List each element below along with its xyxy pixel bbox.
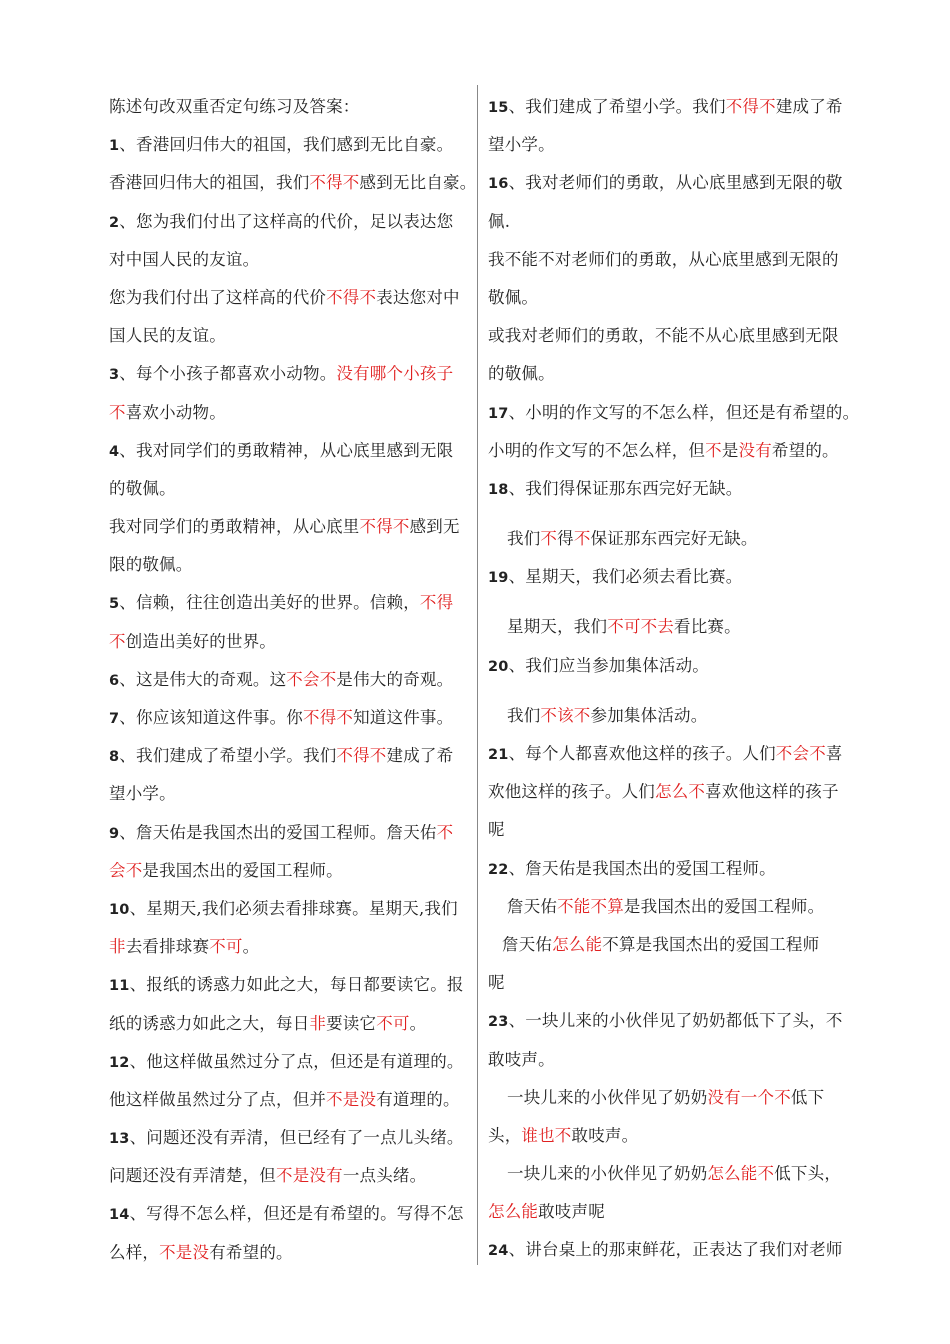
text-segment: 。 (242, 937, 260, 957)
highlight-text: 不 (109, 402, 126, 422)
text-segment: 、我们建成了希望小学。我们 (508, 97, 726, 116)
text-segment: 要读它 (326, 1013, 377, 1033)
item-number: 7 (109, 711, 120, 727)
text-line (109, 164, 477, 202)
text-line (109, 623, 471, 661)
text-segment: 感到无比自豪。 (359, 173, 477, 193)
item-number: 16 (488, 176, 509, 193)
text-segment: 问题还没有弄清楚，但 (109, 1166, 276, 1186)
text-line (109, 508, 471, 546)
text-segment: 希望的。 (771, 440, 839, 460)
text-line (109, 279, 471, 317)
item-number: 14 (109, 1207, 130, 1224)
highlight-text: 不是没 (326, 1089, 377, 1109)
text-segment: 是我国杰出的爱国工程师。 (142, 860, 343, 880)
item-number: 18 (488, 481, 509, 498)
text-segment: 、我对老师们的勇敢，从心底里感到无限的敬 (508, 173, 843, 193)
highlight-text: 不可 (209, 937, 243, 957)
text-segment: 喜欢他这样的孩子 (705, 782, 839, 802)
text-segment: 、每个人都喜欢他这样的孩子。人们 (508, 744, 776, 763)
text-line (488, 773, 860, 811)
text-segment: 、一块儿来的小伙伴见了奶奶都低下了头，不 (508, 1011, 843, 1031)
text-segment: 创造出美好的世界。 (125, 631, 277, 651)
text-segment: 、他这样做虽然过分了点，但还是有道理的。 (129, 1051, 464, 1071)
text-segment: 、每个小孩子都喜欢小动物。 (119, 364, 337, 384)
text-segment: 、写得不怎么样，但还是有希望的。写得不怎 (129, 1204, 464, 1224)
text-line (109, 1081, 471, 1119)
text-segment: 有希望的。 (209, 1242, 293, 1262)
text-segment: 是我国杰出的爱国工程师。 (623, 896, 825, 916)
item-number: 22 (488, 861, 509, 878)
left-column (109, 88, 477, 1272)
text-line (109, 394, 471, 432)
text-segment: 、詹天佑是我国杰出的爱国工程师。 (508, 858, 776, 878)
text-line (488, 608, 860, 646)
item-number: 10 (109, 901, 130, 918)
text-line (488, 558, 860, 596)
text-segment: 得 (557, 529, 574, 549)
text-segment: 敢吱声。 (488, 1049, 555, 1069)
text-line (488, 394, 860, 432)
text-segment: 看比赛。 (674, 617, 741, 637)
text-segment: 低下头， (774, 1164, 842, 1184)
text-segment: 表达您对中 (376, 287, 460, 307)
text-line (109, 584, 471, 622)
highlight-text: 不能不算 (557, 896, 624, 916)
text-segment: 小明的作文写的不怎么样，但 (488, 440, 706, 460)
text-line (109, 126, 471, 164)
text-line (488, 126, 860, 164)
text-segment: 国人民的友谊。 (109, 326, 226, 346)
text-segment: 香港回归伟大的祖国，我们 (109, 173, 310, 193)
text-line (488, 1117, 860, 1155)
highlight-text: 没有一个不 (707, 1087, 791, 1107)
text-segment: 感到无 (409, 517, 460, 537)
text-segment: 、我们应当参加集体活动。 (508, 655, 709, 675)
highlight-text: 不 (705, 440, 722, 460)
text-line (109, 317, 471, 355)
text-segment: 、我们建成了希望小学。我们 (119, 746, 337, 766)
highlight-text: 非 (309, 1013, 327, 1033)
text-line (109, 737, 471, 775)
text-line (488, 735, 860, 773)
text-segment: 低下 (790, 1087, 825, 1107)
text-line (488, 811, 860, 849)
text-segment: 、小明的作文写的不怎么样，但还是有希望的。 (508, 402, 860, 422)
highlight-text: 不得不 (336, 746, 387, 766)
highlight-text: 没有 (738, 440, 772, 460)
text-segment: 呢 (488, 973, 505, 993)
page-title (109, 88, 471, 126)
text-line (109, 470, 471, 508)
text-segment: 、星期天,我们必须去看排球赛。星期天,我们 (129, 898, 458, 918)
highlight-text: 没有哪个小孩子 (336, 364, 454, 384)
text-line (488, 279, 860, 317)
highlight-text: 不 (436, 822, 454, 842)
text-line (109, 1119, 471, 1157)
text-segment: 詹天佑 (507, 896, 558, 916)
text-segment: 、问题还没有弄清，但已经有了一点儿头绪。 (129, 1128, 464, 1148)
text-segment: 喜 (825, 744, 843, 763)
highlight-text: 不得不 (303, 708, 354, 727)
text-segment: 他这样做虽然过分了点，但并 (109, 1089, 327, 1109)
text-line (109, 775, 471, 813)
highlight-text: 非 (109, 937, 126, 957)
text-segment: 、这是伟大的奇观。这 (119, 669, 287, 689)
text-line (109, 1157, 471, 1195)
text-segment: 参加集体活动。 (590, 705, 708, 725)
item-number: 11 (109, 978, 130, 995)
text-line (109, 546, 471, 584)
highlight-text: 不可 (376, 1013, 410, 1033)
text-line (488, 88, 860, 126)
highlight-text: 不该不 (540, 705, 591, 725)
text-line (488, 520, 860, 558)
text-segment: 是 (721, 440, 739, 460)
highlight-text: 会不 (109, 860, 143, 880)
text-line (488, 1079, 860, 1117)
highlight-text: 不会不 (286, 669, 337, 689)
text-segment: 一点头绪。 (342, 1166, 427, 1186)
text-segment: 我不能不对老师们的勇敢，从心底里感到无限的 (488, 249, 839, 269)
text-line (109, 1005, 471, 1043)
text-line (109, 890, 471, 928)
text-line (488, 1002, 860, 1040)
text-segment: 对中国人民的友谊。 (109, 249, 260, 269)
text-line (109, 928, 471, 966)
text-segment: 、香港回归伟大的祖国，我们感到无比自豪。 (119, 135, 454, 155)
text-segment: 或我对老师们的勇敢，不能不从心底里感到无限 (488, 326, 839, 346)
text-line (488, 203, 860, 241)
spacer (488, 596, 860, 608)
item-number: 5 (109, 596, 120, 613)
text-line (488, 1231, 860, 1269)
text-line (109, 1195, 471, 1233)
text-segment: 、你应该知道这件事。你 (119, 708, 303, 727)
text-line (488, 241, 860, 279)
text-segment: 的敬佩。 (488, 364, 555, 384)
text-line (488, 926, 860, 964)
text-line (488, 647, 860, 685)
item-number: 15 (488, 100, 509, 116)
text-segment: 佩. (488, 211, 511, 231)
text-segment: 的敬佩。 (109, 478, 176, 498)
text-segment: 詹天佑 (502, 934, 553, 954)
text-segment: 纸的诱惑力如此之大，每日 (109, 1013, 310, 1033)
text-segment: 么样， (109, 1242, 160, 1262)
text-segment: 、我对同学们的勇敢精神，从心底里感到无限 (119, 440, 454, 460)
item-number: 2 (109, 214, 120, 231)
item-number: 8 (109, 749, 120, 766)
item-number: 17 (488, 405, 509, 422)
text-segment: 欢他这样的孩子。人们 (488, 782, 655, 802)
text-line (488, 1041, 860, 1079)
text-segment: 星期天，我们 (507, 617, 608, 637)
text-line (488, 432, 860, 470)
highlight-text: 不是没 (159, 1242, 210, 1262)
text-segment: 不算是我国杰出的爱国工程师 (602, 934, 820, 954)
item-number: 6 (109, 672, 120, 689)
highlight-text: 不 (573, 529, 591, 549)
text-segment: 陈述句改双重否定句练习及答案： (109, 97, 360, 116)
text-line (109, 241, 471, 279)
highlight-text: 不可不去 (607, 617, 675, 637)
highlight-text: 不得不 (725, 97, 776, 116)
text-segment: 、您为我们付出了这样高的代价，足以表达您 (119, 211, 454, 231)
spacer (488, 685, 860, 697)
highlight-text: 怎么能 (488, 1202, 539, 1222)
text-line (109, 1043, 471, 1081)
right-column (488, 88, 860, 1270)
item-number: 19 (488, 570, 509, 587)
text-segment: 去看排球赛 (125, 937, 210, 957)
text-line (109, 814, 471, 852)
highlight-text: 不得 (419, 593, 454, 613)
text-line (109, 203, 471, 241)
highlight-text: 怎么不 (655, 782, 706, 802)
text-line (109, 1234, 471, 1272)
item-number: 13 (109, 1131, 130, 1148)
highlight-text: 怎么能不 (707, 1164, 775, 1184)
item-number: 4 (109, 443, 120, 460)
text-line (109, 661, 471, 699)
text-segment: 我对同学们的勇敢精神，从心底里 (109, 517, 360, 537)
text-line (488, 355, 860, 393)
text-line (488, 1193, 860, 1231)
text-segment: 建成了希 (386, 746, 454, 766)
text-segment: 、詹天佑是我国杰出的爱国工程师。詹天佑 (119, 822, 437, 842)
item-number: 21 (488, 747, 509, 763)
highlight-text: 不得不 (326, 287, 377, 307)
text-line (488, 888, 860, 926)
text-line (109, 432, 471, 470)
highlight-text: 不是没有 (276, 1166, 343, 1186)
text-line (488, 850, 860, 888)
text-line (488, 470, 860, 508)
text-line (488, 964, 860, 1002)
text-segment: 您为我们付出了这样高的代价 (109, 287, 327, 307)
text-segment: 、信赖，往往创造出美好的世界。信赖， (119, 593, 420, 613)
text-segment: 限的敬佩。 (109, 555, 193, 575)
text-line (109, 852, 471, 890)
text-segment: 建成了希 (775, 97, 843, 116)
text-segment: 头， (488, 1125, 522, 1145)
text-segment: 望小学。 (109, 784, 176, 804)
text-segment: 一块儿来的小伙伴见了奶奶 (507, 1164, 708, 1184)
item-number: 3 (109, 367, 120, 384)
text-line (109, 699, 471, 737)
item-number: 23 (488, 1014, 509, 1031)
text-segment: 敢吱声呢 (538, 1202, 605, 1222)
highlight-text: 怎么能 (552, 934, 603, 954)
item-number: 12 (109, 1054, 130, 1071)
item-number: 1 (109, 138, 120, 155)
text-segment: 敬佩。 (488, 287, 539, 307)
text-segment: 望小学。 (488, 135, 555, 155)
text-segment: 、讲台桌上的那束鲜花，正表达了我们对老师 (508, 1240, 843, 1260)
text-segment: 。 (409, 1013, 427, 1033)
text-segment: 敢吱声。 (571, 1125, 639, 1145)
text-segment: 、报纸的诱惑力如此之大，每日都要读它。报 (129, 975, 464, 995)
text-segment: 、星期天，我们必须去看比赛。 (508, 567, 743, 587)
text-segment: 喜欢小动物。 (125, 402, 226, 422)
text-line (109, 966, 471, 1004)
text-line (488, 697, 860, 735)
text-line (488, 317, 860, 355)
text-segment: 保证那东西完好无缺。 (590, 529, 758, 549)
text-segment: 知道这件事。 (353, 708, 454, 727)
highlight-text: 不得不 (359, 517, 410, 537)
highlight-text: 不得不 (309, 173, 360, 193)
highlight-text: 谁也不 (521, 1125, 572, 1145)
item-number: 24 (488, 1243, 509, 1260)
text-line (488, 164, 860, 202)
text-segment: 我们 (507, 529, 541, 549)
item-number: 9 (109, 825, 120, 842)
text-segment: 有道理的。 (376, 1089, 460, 1109)
text-segment: 、我们得保证那东西完好无缺。 (508, 478, 743, 498)
text-line (488, 1155, 860, 1193)
text-segment: 我们 (507, 705, 541, 725)
text-segment: 呢 (488, 820, 505, 840)
text-line (109, 355, 471, 393)
highlight-text: 不会不 (775, 744, 826, 763)
item-number: 20 (488, 658, 509, 675)
text-segment: 一块儿来的小伙伴见了奶奶 (507, 1087, 708, 1107)
spacer (488, 508, 860, 520)
highlight-text: 不 (540, 529, 558, 549)
column-divider (477, 85, 478, 1265)
text-segment: 是伟大的奇观。 (336, 669, 454, 689)
highlight-text: 不 (109, 631, 126, 651)
